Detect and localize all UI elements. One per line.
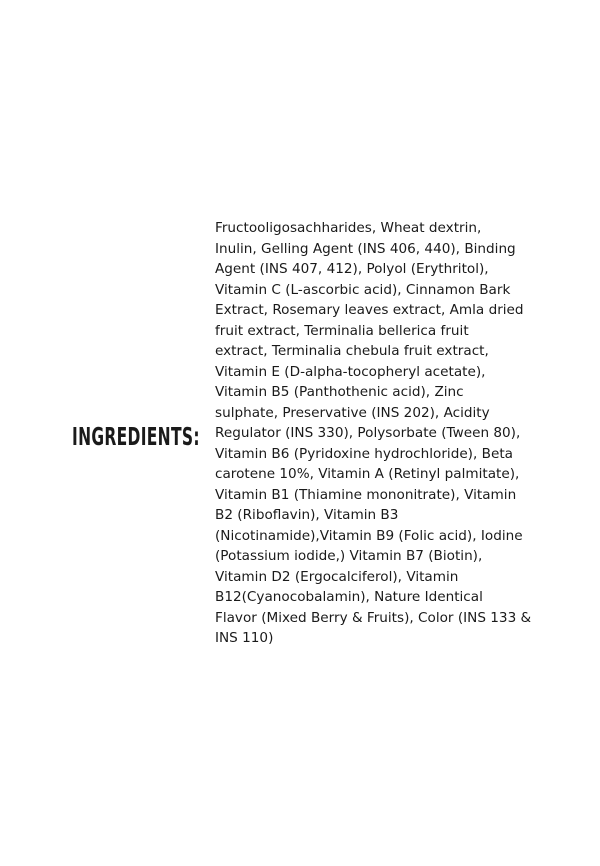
ingredients-line: sulphate, Preservative (INS 202), Acidity [215, 404, 490, 421]
ingredients-heading: INGREDIENTS: [72, 422, 200, 451]
ingredients-line: fruit extract, Terminalia bellerica fruit [215, 322, 469, 339]
ingredients-line: INS 110) [215, 630, 274, 646]
ingredients-line: Vitamin B1 (Thiamine mononitrate), Vitamin [215, 486, 517, 503]
ingredients-line: B12(Cyanocobalamin), Nature Identical [215, 589, 483, 605]
ingredients-line: (Potassium iodide,) Vitamin B7 (Biotin), [215, 548, 483, 564]
ingredients-line: extract, Terminalia chebula fruit extract, [215, 343, 489, 359]
ingredients-list [215, 218, 555, 649]
ingredients-line: Regulator (INS 330), Polysorbate (Tween 80), [215, 425, 521, 441]
ingredients-line: Vitamin E (D-alpha-tocopheryl acetate), [215, 363, 486, 380]
ingredients-line: Flavor (Mixed Berry & Fruits), Color (INS 133 & [215, 609, 532, 626]
ingredients-line: Vitamin D2 (Ergocalciferol), Vitamin [215, 568, 459, 585]
ingredients-line: Vitamin B5 (Panthothenic acid), Zinc [215, 384, 464, 400]
ingredients-line: B2 (Riboflavin), Vitamin B3 [215, 507, 399, 523]
ingredients-line: (Nicotinamide),Vitamin B9 (Folic acid), Iodine [215, 527, 523, 544]
ingredients-line: Fructooligosachharides, Wheat dextrin, [215, 220, 482, 236]
ingredients-line: Vitamin C (L-ascorbic acid), Cinnamon Bark [215, 281, 511, 298]
ingredients-line: Agent (INS 407, 412), Polyol (Erythritol), [215, 261, 489, 277]
ingredients-line: Inulin, Gelling Agent (INS 406, 440), Binding [215, 240, 516, 257]
ingredients-line: Extract, Rosemary leaves extract, Amla dried [215, 302, 524, 318]
ingredients-line: Vitamin B6 (Pyridoxine hydrochloride), Beta [215, 445, 513, 462]
ingredients-line: carotene 10%, Vitamin A (Retinyl palmitate), [215, 466, 520, 482]
